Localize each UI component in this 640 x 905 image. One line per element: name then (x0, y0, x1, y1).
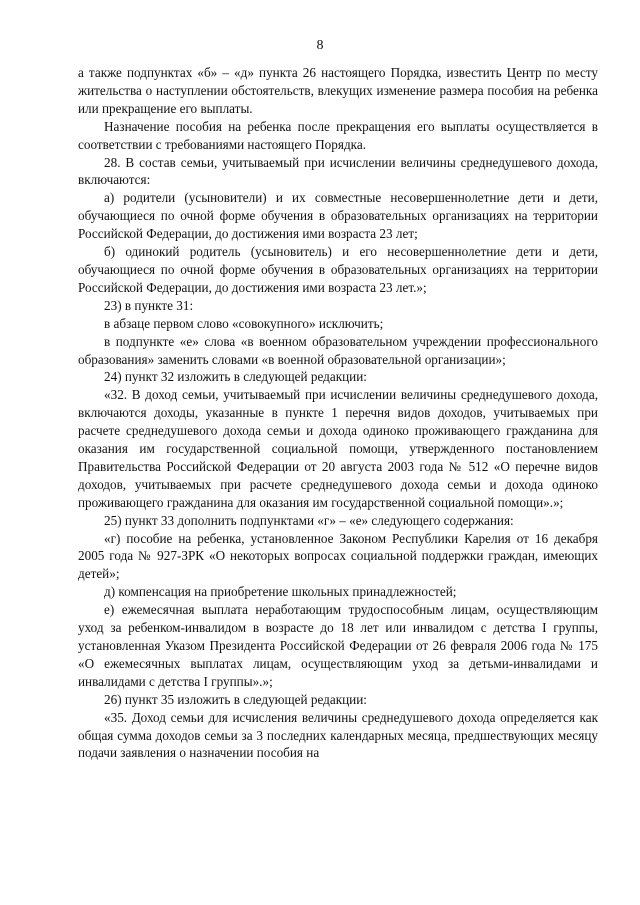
paragraph: 26) пункт 35 изложить в следующей редакции: (104, 691, 367, 707)
paragraph: б) одинокий родитель (усыновитель) и его несовершеннолетние дети и дети, обучающиеся по очной форме обучения в образовательных организациях на территории Российской Федерации, до достижения ими возраста 23 лет.»; (78, 244, 598, 295)
paragraph: д) компенсация на приобретение школьных принадлежностей; (104, 584, 457, 600)
paragraph: «г) пособие на ребенка, установленное Законом Республики Карелия от 16 декабря 2005 года № 927-ЗРК «О некоторых вопросах социальной поддержки граждан, имеющих детей»; (78, 530, 598, 582)
paragraph: в абзаце первом слово «совокупного» исключить; (104, 315, 384, 331)
paragraph: 28. В состав семьи, учитываемый при исчислении величины среднедушевого дохода, включаются: (78, 154, 598, 188)
document-body (78, 64, 598, 762)
paragraph: в подпункте «е» слова «в военном образовательном учреждении профессионального образования» заменить словами «в военной образовательной организации»; (78, 333, 598, 367)
paragraph: а также подпунктах «б» – «д» пункта 26 настоящего Порядка, известить Центр по месту жительства о наступлении обстоятельств, влекущих изменение размера пособия на ребенка или прекращение его выплаты. (78, 65, 598, 116)
paragraph: е) ежемесячная выплата неработающим трудоспособным лицам, осуществляющим уход за ребенком-инвалидом в возрасте до 18 лет или инвалидом с детства I группы, установленная Указом Президента Российской Федерации от 26 февраля 2006 года № 175 «О ежемесячных выплатах лицам, осуществляющим уход за детьми-инвалидами и инвалидами с детства I группы».»; (78, 602, 598, 689)
paragraph: «35. Доход семьи для исчисления величины среднедушевого дохода определяется как общая сумма доходов семьи за 3 последних календарных месяца, предшествующих месяцу подачи заявления о назначении пособия на (78, 709, 598, 761)
paragraph: 24) пункт 32 изложить в следующей редакции: (104, 369, 367, 385)
paragraph: 23) в пункте 31: (104, 297, 194, 313)
paragraph: 25) пункт 33 дополнить подпунктами «г» – «е» следующего содержания: (104, 512, 514, 528)
paragraph: а) родители (усыновители) и их совместные несовершеннолетние дети и дети, обучающиеся по очной форме обучения в образовательных организациях на территории Российской Федерации, до достижения ими возраста 23 лет; (78, 190, 598, 242)
page-number: 8 (316, 38, 324, 53)
paragraph: «32. В доход семьи, учитываемый при исчислении величины среднедушевого дохода, включаются доходы, указанные в пункте 1 перечня видов доходов, учитываемых при расчете среднедушевого дохода семьи и дохода одиноко проживающего гражданина для оказания им государственной социальной помощи, утвержденного постановлением Правительства Российской Федерации от 20 августа 2003 года № 512 «О перечне видов доходов, учитываемых при расчете среднедушевого дохода семьи и дохода одиноко проживающего гражданина для оказания им государственной социальной помощи».»; (78, 387, 598, 510)
paragraph: Назначение пособия на ребенка после прекращения его выплаты осуществляется в соответствии с требованиями настоящего Порядка. (78, 118, 598, 152)
